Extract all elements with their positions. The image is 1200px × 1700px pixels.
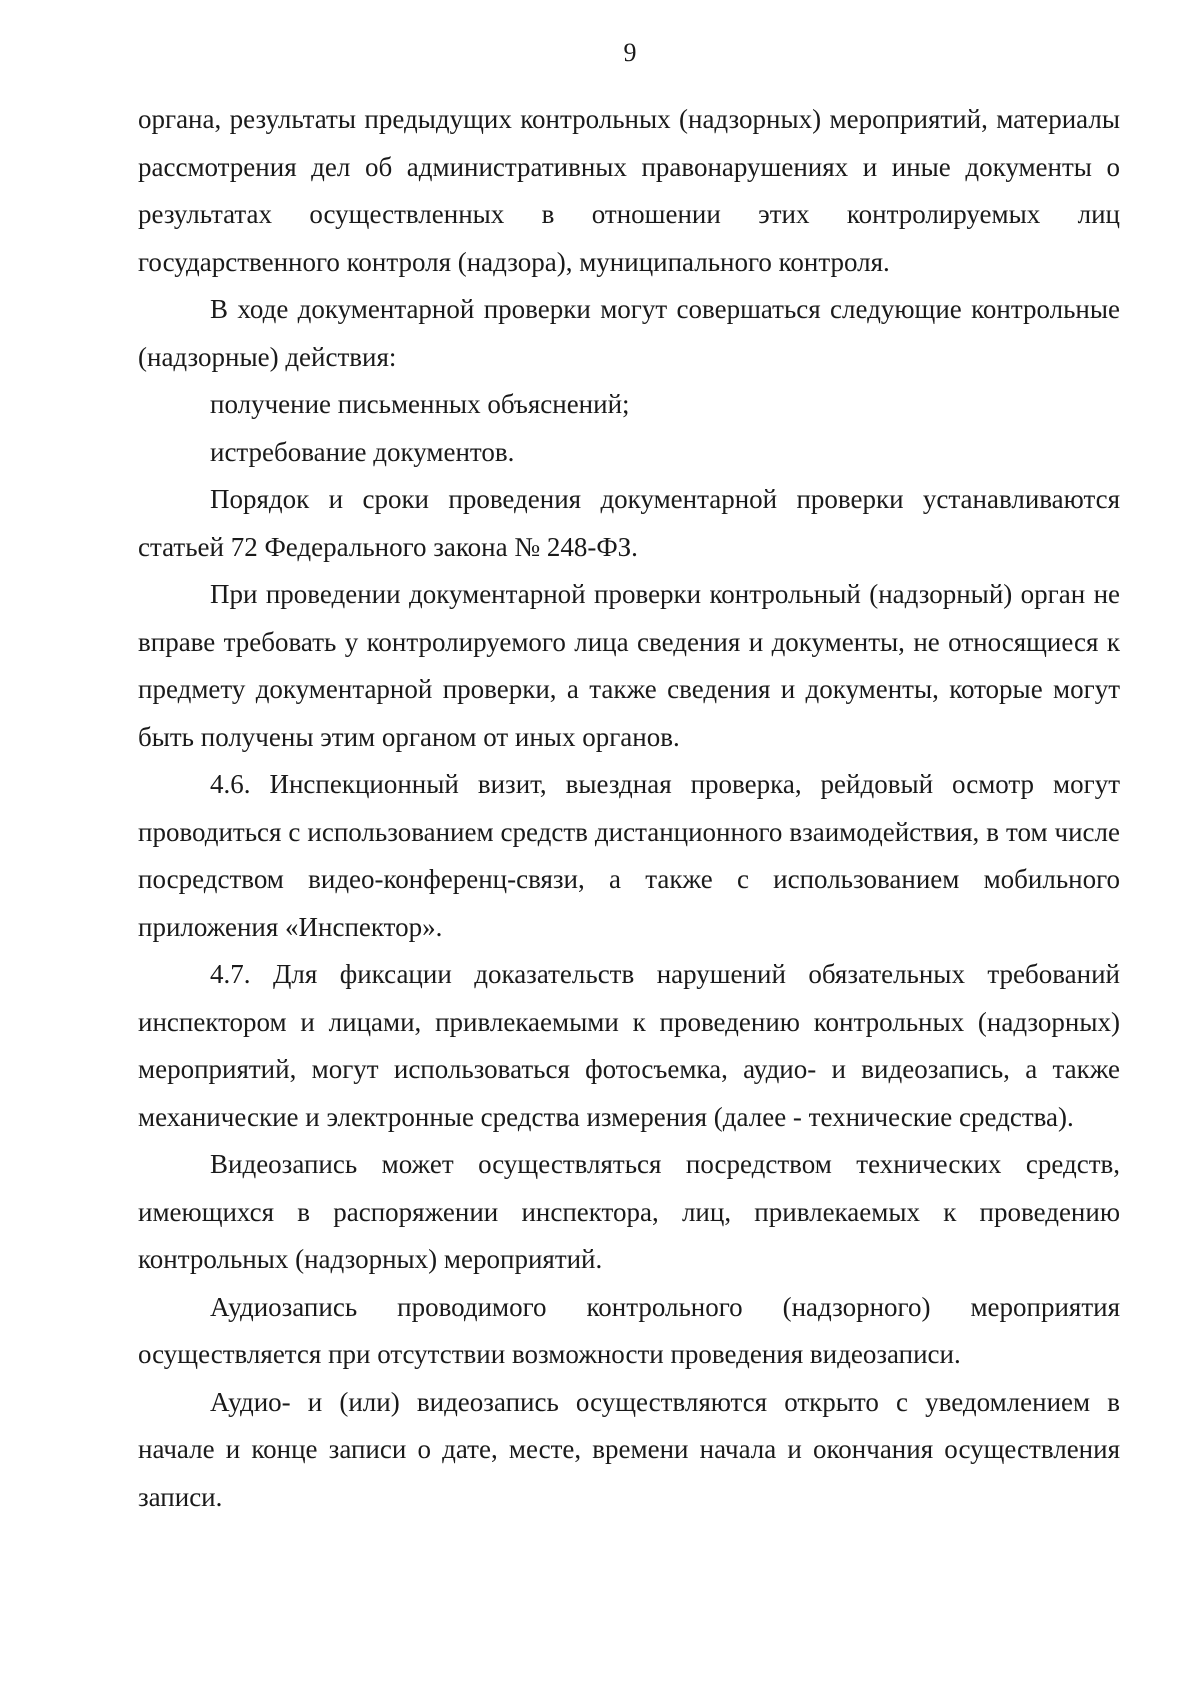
paragraph-open-recording: Аудио- и (или) видеозапись осуществляются открыто с уведомлением в начале и конце записи о дате, месте, времени начала и окончания осуществления записи.	[138, 1386, 1120, 1512]
document-body	[138, 96, 1120, 1521]
paragraph-procedure-and-terms: Порядок и сроки проведения документарной проверки устанавливаются статьей 72 Федерального закона № 248-ФЗ.	[138, 484, 1120, 562]
paragraph-documentary-check-actions: В ходе документарной проверки могут совершаться следующие контрольные (надзорные) действия:	[138, 294, 1120, 372]
paragraph-4-6: 4.6. Инспекционный визит, выездная проверка, рейдовый осмотр могут проводиться с использованием средств дистанционного взаимодействия, в том числе посредством видео-конференц-связи, а также с использованием мобильного приложения «Инспектор».	[138, 769, 1120, 942]
list-item-written-explanations: получение письменных объяснений;	[210, 389, 630, 419]
paragraph-video-recording: Видеозапись может осуществляться посредством технических средств, имеющихся в распоряжении инспектора, лиц, привлекаемых к проведению контрольных (надзорных) мероприятий.	[138, 1149, 1120, 1274]
paragraph-continuation: органа, результаты предыдущих контрольных (надзорных) мероприятий, материалы рассмотрения дел об административных правонарушениях и иные документы о результатах осуществленных в отношении этих контролируемых лиц государственного контроля (надзора), муниципального контроля.	[138, 104, 1120, 277]
paragraph-restrictions: При проведении документарной проверки контрольный (надзорный) орган не вправе требовать у контролируемого лица сведения и документы, не относящиеся к предмету документарной проверки, а также сведения и документы, которые могут быть получены этим органом от иных органов.	[138, 579, 1120, 752]
paragraph-4-7: 4.7. Для фиксации доказательств нарушений обязательных требований инспектором и лицами, привлекаемыми к проведению контрольных (надзорных) мероприятий, могут использоваться фотосъемка, аудио- и видеозапись, а также механические и электронные средства измерения (далее - технические средства).	[138, 959, 1120, 1132]
page-number: 9	[623, 38, 637, 67]
list-item-document-request: истребование документов.	[210, 436, 515, 467]
paragraph-audio-recording: Аудиозапись проводимого контрольного (надзорного) мероприятия осуществляется при отсутствии возможности проведения видеозаписи.	[138, 1291, 1120, 1369]
